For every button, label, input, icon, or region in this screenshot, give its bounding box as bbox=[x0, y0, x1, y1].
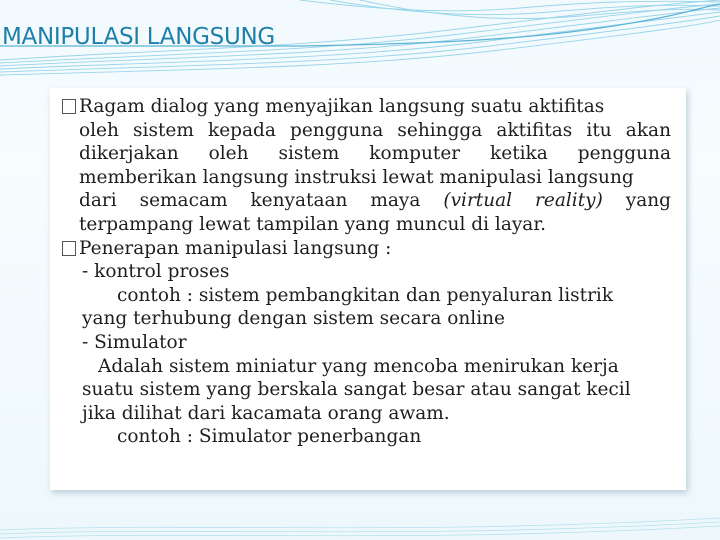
simulator-desc-line-3: jika dilihat dari kacamata orang awam. bbox=[82, 402, 450, 424]
kontrol-proses-label: - kontrol proses bbox=[82, 261, 230, 283]
bullet-square-icon bbox=[62, 241, 76, 256]
bullet-2-line-1: Penerapan manipulasi langsung : bbox=[62, 237, 671, 261]
simulator-label: - Simulator bbox=[82, 331, 187, 353]
bullet-2 bbox=[62, 237, 671, 261]
bullet-1 bbox=[62, 95, 671, 237]
simulator-desc-line-2: suatu sistem yang berskala sangat besar atau sangat kecil bbox=[82, 379, 631, 401]
bullet-1-line-4: memberikan langsung instruksi lewat manipulasi langsung bbox=[79, 166, 634, 188]
slide-content bbox=[62, 95, 671, 449]
simulator-desc-line-1: Adalah sistem miniatur yang mencoba menirukan kerja bbox=[98, 355, 619, 377]
kontrol-proses-example-line-2: yang terhubung dengan sistem secara online bbox=[82, 308, 505, 330]
bullet-1-line-3: dikerjakan oleh sistem komputer ketika pengguna bbox=[79, 143, 671, 165]
bottom-wave-decoration bbox=[0, 500, 720, 540]
bullet-square-icon bbox=[62, 99, 76, 114]
bullet-1-line-2: oleh sistem kepada pengguna sehingga aktifitas itu akan bbox=[79, 119, 671, 141]
simulator-example: contoh : Simulator penerbangan bbox=[117, 426, 422, 448]
bullet-1-line-6: terpampang lewat tampilan yang muncul di layar. bbox=[79, 213, 547, 235]
bullet-1-line-5: dari semacam kenyataan maya (virtual reality) yang bbox=[79, 190, 671, 212]
bullet-1-line-1: Ragam dialog yang menyajikan langsung suatu aktifitas bbox=[62, 95, 671, 119]
slide-title: MANIPULASI LANGSUNG bbox=[2, 24, 275, 50]
kontrol-proses-example-line-1: contoh : sistem pembangkitan dan penyaluran listrik bbox=[117, 284, 614, 306]
